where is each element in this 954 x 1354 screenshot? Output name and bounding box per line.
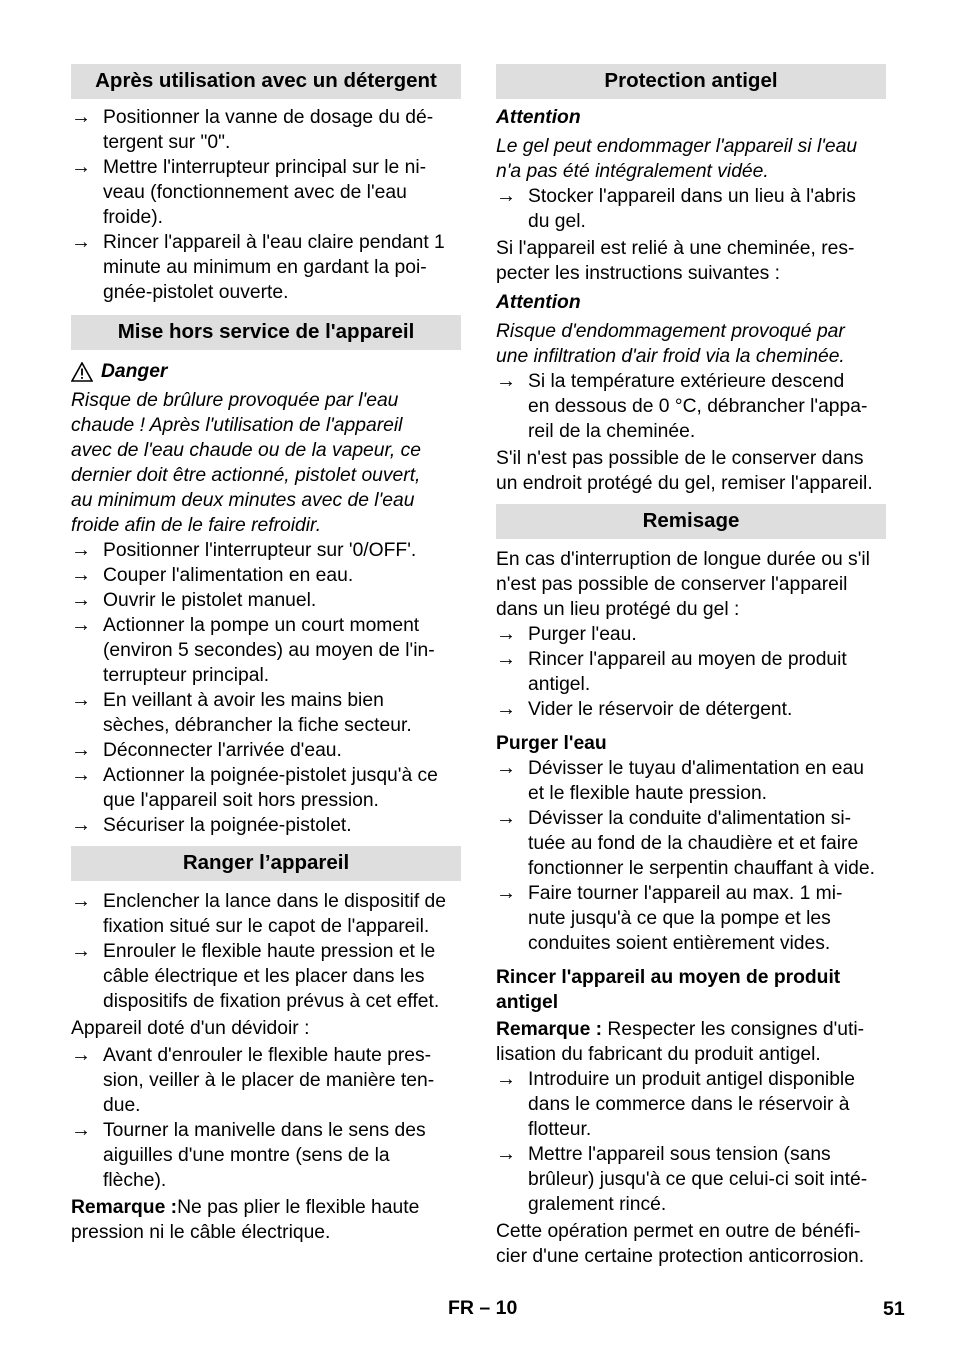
attention-title: Attention — [496, 292, 581, 313]
list-item-text: (environ 5 secondes) au moyen de l'in- — [103, 640, 435, 661]
arrow-icon: → — [71, 614, 91, 636]
danger-text — [71, 388, 461, 538]
text-line: dernier doit être actionné, pistolet ouvert, — [71, 465, 421, 486]
list-item-text: Actionner la pompe un court moment — [103, 615, 420, 636]
list-item — [71, 1118, 461, 1193]
list-item-text: Faire tourner l'appareil au max. 1 mi- — [528, 883, 843, 904]
arrow-icon: → — [496, 1068, 516, 1090]
step-list — [71, 105, 461, 305]
list-item-text: En veillant à avoir les mains bien — [103, 690, 384, 711]
section-heading: Remisage — [496, 504, 886, 539]
list-item — [496, 756, 886, 806]
list-item — [71, 538, 461, 563]
list-item-text: Dévisser le tuyau d'alimentation en eau — [528, 758, 864, 779]
remark-label: Remarque : — [496, 1019, 603, 1040]
list-item-text: câble électrique et les placer dans les — [103, 966, 425, 987]
list-item — [71, 939, 461, 1014]
arrow-icon: → — [496, 882, 516, 904]
arrow-icon: → — [71, 739, 91, 761]
list-item — [496, 697, 886, 722]
list-item-text: Mettre l'appareil sous tension (sans — [528, 1144, 831, 1165]
section-heading: Ranger l’appareil — [71, 846, 461, 881]
text-line: n'est pas possible de conserver l'appareil — [496, 574, 848, 595]
subheading — [496, 965, 886, 1015]
text-line: n'a pas été intégralement vidée. — [496, 161, 769, 182]
arrow-icon: → — [71, 231, 91, 253]
list-item — [71, 1043, 461, 1118]
list-item-text: Couper l'alimentation en eau. — [103, 565, 354, 586]
list-item-text: nute jusqu'à ce que la pompe et les — [528, 908, 831, 929]
list-item-text: Tourner la manivelle dans le sens des — [103, 1120, 426, 1141]
list-item-text: fixation situé sur le capot de l'appareil. — [103, 916, 430, 937]
list-item-text: flèche). — [103, 1170, 167, 1191]
text-line: Rincer l'appareil au moyen de produit — [496, 967, 841, 988]
text-line: froide afin de le faire refroidir. — [71, 515, 322, 536]
remark — [496, 1017, 886, 1067]
paragraph — [496, 236, 886, 286]
list-item — [71, 688, 461, 738]
list-item — [496, 622, 886, 647]
text-line: au minimum deux minutes avec de l'eau — [71, 490, 415, 511]
step-list — [496, 1067, 886, 1217]
text-line: Cette opération permet en outre de bénéfi- — [496, 1221, 861, 1242]
remark-line: lisation du fabricant du produit antigel. — [496, 1044, 821, 1065]
list-item — [71, 155, 461, 230]
list-item-text: brûleur) jusqu'à ce que celui-ci soit inté- — [528, 1169, 868, 1190]
list-item-text: gnée-pistolet ouverte. — [103, 282, 289, 303]
arrow-icon: → — [71, 156, 91, 178]
text-line: Risque de brûlure provoquée par l'eau — [71, 390, 399, 411]
list-item — [496, 647, 886, 697]
step-list — [496, 184, 886, 234]
list-item — [71, 613, 461, 688]
text-line: pecter les instructions suivantes : — [496, 263, 780, 284]
list-item-text: dans le commerce dans le réservoir à — [528, 1094, 850, 1115]
list-item — [71, 105, 461, 155]
step-list — [71, 889, 461, 1014]
list-item-text: Rincer l'appareil à l'eau claire pendant 1 — [103, 232, 445, 253]
list-item-text: Enclencher la lance dans le dispositif de — [103, 891, 446, 912]
list-item — [71, 813, 461, 838]
list-item-text: Dévisser la conduite d'alimentation si- — [528, 808, 852, 829]
list-item — [71, 563, 461, 588]
section-heading: Protection antigel — [496, 64, 886, 99]
arrow-icon: → — [496, 648, 516, 670]
text-line: antigel — [496, 992, 559, 1013]
text-line: Si l'appareil est relié à une cheminée, res- — [496, 238, 855, 259]
list-item-text: en dessous de 0 °C, débrancher l'appa- — [528, 396, 868, 417]
remark-line: pression ni le câble électrique. — [71, 1222, 331, 1243]
attention-title: Attention — [496, 107, 581, 128]
step-list — [496, 369, 886, 444]
arrow-icon: → — [71, 1044, 91, 1066]
text-line: Risque d'endommagement provoqué par — [496, 321, 845, 342]
list-item-text: sion, veiller à le placer de manière ten- — [103, 1070, 435, 1091]
danger-title: Danger — [101, 361, 168, 382]
page-number: 51 — [883, 1298, 905, 1320]
subheading: Purger l'eau — [496, 733, 607, 754]
list-item-text: antigel. — [528, 674, 591, 695]
danger-notice — [71, 359, 461, 384]
arrow-icon: → — [496, 185, 516, 207]
list-item-text: conduites soient entièrement vides. — [528, 933, 831, 954]
text-line: S'il n'est pas possible de le conserver dans — [496, 448, 864, 469]
text-line: une infiltration d'air froid via la cheminée. — [496, 346, 845, 367]
attention-text — [496, 134, 886, 184]
step-list — [496, 756, 886, 956]
list-item — [496, 369, 886, 444]
list-item-text: reil de la cheminée. — [528, 421, 696, 442]
list-item — [71, 889, 461, 939]
list-item-text: fonctionner le serpentin chauffant à vide. — [528, 858, 875, 879]
step-list — [71, 538, 461, 838]
footer-label: FR – 10 — [448, 1297, 518, 1319]
paragraph — [496, 1219, 886, 1269]
list-item-text: gralement rincé. — [528, 1194, 667, 1215]
warning-triangle-icon — [71, 362, 93, 382]
list-item-text: Positionner l'interrupteur sur '0/OFF'. — [103, 540, 417, 561]
text-line: Le gel peut endommager l'appareil si l'eau — [496, 136, 858, 157]
list-item-text: sèches, débrancher la fiche secteur. — [103, 715, 412, 736]
arrow-icon: → — [71, 890, 91, 912]
list-item-text: du gel. — [528, 211, 586, 232]
arrow-icon: → — [496, 370, 516, 392]
list-item-text: due. — [103, 1095, 141, 1116]
list-item-text: terrupteur principal. — [103, 665, 270, 686]
list-item-text: Purger l'eau. — [528, 624, 637, 645]
list-item-text: tuée au fond de la chaudière et et faire — [528, 833, 859, 854]
list-item — [71, 230, 461, 305]
paragraph — [496, 547, 886, 622]
text-line: avec de l'eau chaude ou de la vapeur, ce — [71, 440, 421, 461]
text-line: chaude ! Après l'utilisation de l'appareil — [71, 415, 403, 436]
list-item — [496, 806, 886, 881]
attention-text — [496, 319, 886, 369]
arrow-icon: → — [71, 589, 91, 611]
step-list — [71, 1043, 461, 1193]
list-item — [71, 763, 461, 813]
list-item-text: Introduire un produit antigel disponible — [528, 1069, 855, 1090]
arrow-icon: → — [71, 814, 91, 836]
list-item-text: et le flexible haute pression. — [528, 783, 768, 804]
text-line: un endroit protégé du gel, remiser l'appareil. — [496, 473, 873, 494]
list-item — [496, 184, 886, 234]
arrow-icon: → — [496, 1143, 516, 1165]
list-item-text: Si la température extérieure descend — [528, 371, 845, 392]
list-item-text: dispositifs de fixation prévus à cet effet. — [103, 991, 440, 1012]
remark-label: Remarque : — [71, 1197, 178, 1218]
arrow-icon: → — [71, 764, 91, 786]
arrow-icon: → — [71, 564, 91, 586]
arrow-icon: → — [71, 539, 91, 561]
list-item-text: froide). — [103, 207, 164, 228]
arrow-icon: → — [71, 940, 91, 962]
list-item-text: Déconnecter l'arrivée d'eau. — [103, 740, 342, 761]
list-item — [496, 1067, 886, 1142]
remark — [71, 1195, 461, 1245]
list-item-text: veau (fonctionnement avec de l'eau — [103, 182, 407, 203]
section-heading: Après utilisation avec un détergent — [71, 64, 461, 99]
list-item-text: Avant d'enrouler le flexible haute pres- — [103, 1045, 432, 1066]
arrow-icon: → — [496, 623, 516, 645]
arrow-icon: → — [71, 1119, 91, 1141]
list-item — [71, 738, 461, 763]
arrow-icon: → — [71, 689, 91, 711]
right-column — [496, 64, 886, 1269]
arrow-icon: → — [71, 106, 91, 128]
list-item-text: Ouvrir le pistolet manuel. — [103, 590, 317, 611]
arrow-icon: → — [496, 757, 516, 779]
list-item-text: Mettre l'interrupteur principal sur le ni- — [103, 157, 427, 178]
list-item — [496, 881, 886, 956]
list-item-text: Rincer l'appareil au moyen de produit — [528, 649, 847, 670]
list-item-text: tergent sur "0". — [103, 132, 231, 153]
paragraph — [496, 446, 886, 496]
left-column — [71, 64, 461, 1245]
list-item-text: que l'appareil soit hors pression. — [103, 790, 379, 811]
list-item-text: Enrouler le flexible haute pression et le — [103, 941, 436, 962]
section-heading: Mise hors service de l'appareil — [71, 315, 461, 350]
list-item-text: minute au minimum en gardant la poi- — [103, 257, 427, 278]
list-item-text: Stocker l'appareil dans un lieu à l'abris — [528, 186, 856, 207]
list-item-text: flotteur. — [528, 1119, 592, 1140]
text-line: En cas d'interruption de longue durée ou s'il — [496, 549, 870, 570]
text-line: dans un lieu protégé du gel : — [496, 599, 740, 620]
remark-line: Respecter les consignes d'uti- — [602, 1019, 865, 1040]
step-list — [496, 622, 886, 722]
list-item-text: Actionner la poignée-pistolet jusqu'à ce — [103, 765, 438, 786]
list-item-text: aiguilles d'une montre (sens de la — [103, 1145, 390, 1166]
arrow-icon: → — [496, 807, 516, 829]
list-item — [71, 588, 461, 613]
remark-line: Ne pas plier le flexible haute — [177, 1197, 420, 1218]
reel-intro: Appareil doté d'un dévidoir : — [71, 1018, 310, 1039]
arrow-icon: → — [496, 698, 516, 720]
list-item — [496, 1142, 886, 1217]
text-line: cier d'une certaine protection anticorrosion. — [496, 1246, 865, 1267]
list-item-text: Positionner la vanne de dosage du dé- — [103, 107, 434, 128]
list-item-text: Vider le réservoir de détergent. — [528, 699, 793, 720]
list-item-text: Sécuriser la poignée-pistolet. — [103, 815, 352, 836]
